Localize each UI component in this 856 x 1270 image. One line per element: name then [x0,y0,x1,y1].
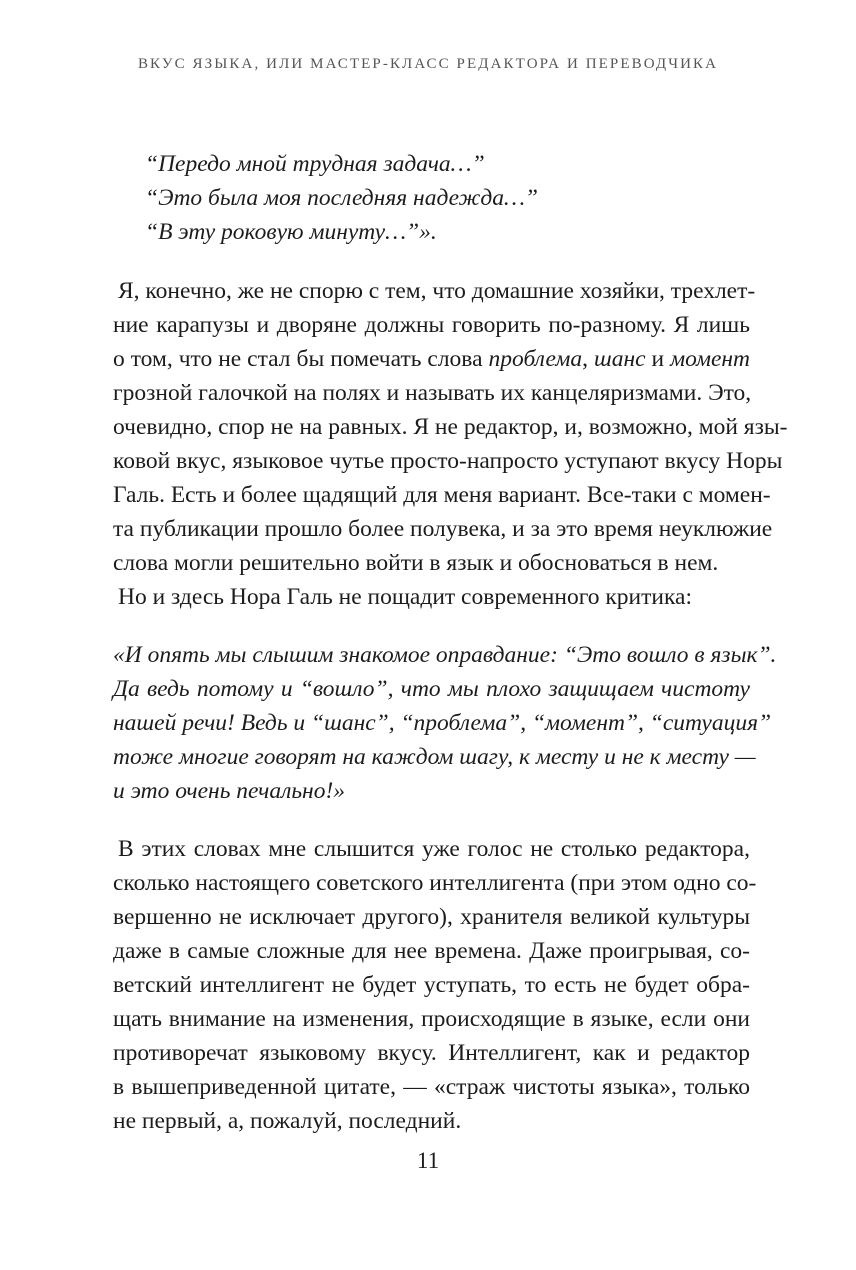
poem-line: “Передо мной трудная задача…” [145,151,485,177]
paragraph-line: слова могли решительно войти в язык и обосноваться в нем. [113,550,719,576]
page-number: 11 [416,1148,440,1173]
paragraph-line: щать внимание на изменения, происходящие в языке, если они [113,1006,750,1032]
quote-line: «И опять мы слышим знакомое оправдание: “Это вошло в язык”. [113,642,777,668]
paragraph-line [113,342,750,376]
quote-line: и это очень печально!» [113,778,346,804]
poem-line: “Это была моя последняя надежда…” [145,185,538,211]
emphasis-word: шанс [593,346,646,372]
quote-line: Да ведь потому и “вошло”, что мы плохо защищаем чистоту [113,676,750,702]
paragraph-line: Но и здесь Нора Галь не пощадит современного критика: [118,584,692,610]
paragraph-line: вершенно не исключает другого), хранителя великой культуры [113,904,750,930]
emphasis-word: проблема [488,346,583,372]
paragraph-line: Галь. Есть и более щадящий для меня вариант. Все-таки с момен- [113,482,771,508]
paragraph-text: о том, что не стал бы помечать слова [113,346,489,372]
quote-line: нашей речи! Ведь и “шанс”, “проблема”, “момент”, “ситуация” [113,710,772,736]
running-head: ВКУС ЯЗЫКА, ИЛИ МАСТЕР-КЛАСС РЕДАКТОРА И ПЕРЕВОДЧИКА [137,56,719,72]
paragraph-line: ковой вкус, языковое чутье просто-напросто уступают вкусу Норы [113,448,783,474]
paragraph-line: В этих словах мне слышится уже голос не столько редактора, [118,836,750,862]
paragraph-line: Я, конечно, же не спорю с тем, что домашние хозяйки, трехлет- [118,278,756,304]
quote-line: тоже многие говорят на каждом шагу, к месту и не к месту — [113,744,756,770]
paragraph-line: противоречат языковому вкусу. Интеллигент, как и редактор [113,1040,750,1066]
paragraph-line: не первый, а, пожалуй, последний. [113,1108,462,1134]
paragraph-line: даже в самые сложные для нее времена. Даже проигрывая, со- [113,938,750,964]
paragraph-line: грозной галочкой на полях и называть их канцеляризмами. Это, [113,380,752,406]
paragraph-line: ветский интеллигент не будет уступать, то есть не будет обра- [113,972,750,998]
paragraph-line: та публикации прошло более полувека, и за это время неуклюжие [113,516,773,542]
paragraph-text: и [645,346,671,372]
paragraph-line: в вышеприведенной цитате, — «страж чистоты языка», только [113,1074,750,1100]
paragraph-text: , [582,346,594,372]
poem-line: “В эту роковую минуту…”». [145,219,437,245]
paragraph-line: сколько настоящего советского интеллигента (при этом одно со- [113,870,757,896]
emphasis-word: момент [670,346,751,372]
paragraph-line: ние карапузы и дворяне должны говорить по-разному. Я лишь [113,312,750,338]
paragraph-line: очевидно, спор не на равных. Я не редактор, и, возможно, мой язы- [113,414,788,440]
